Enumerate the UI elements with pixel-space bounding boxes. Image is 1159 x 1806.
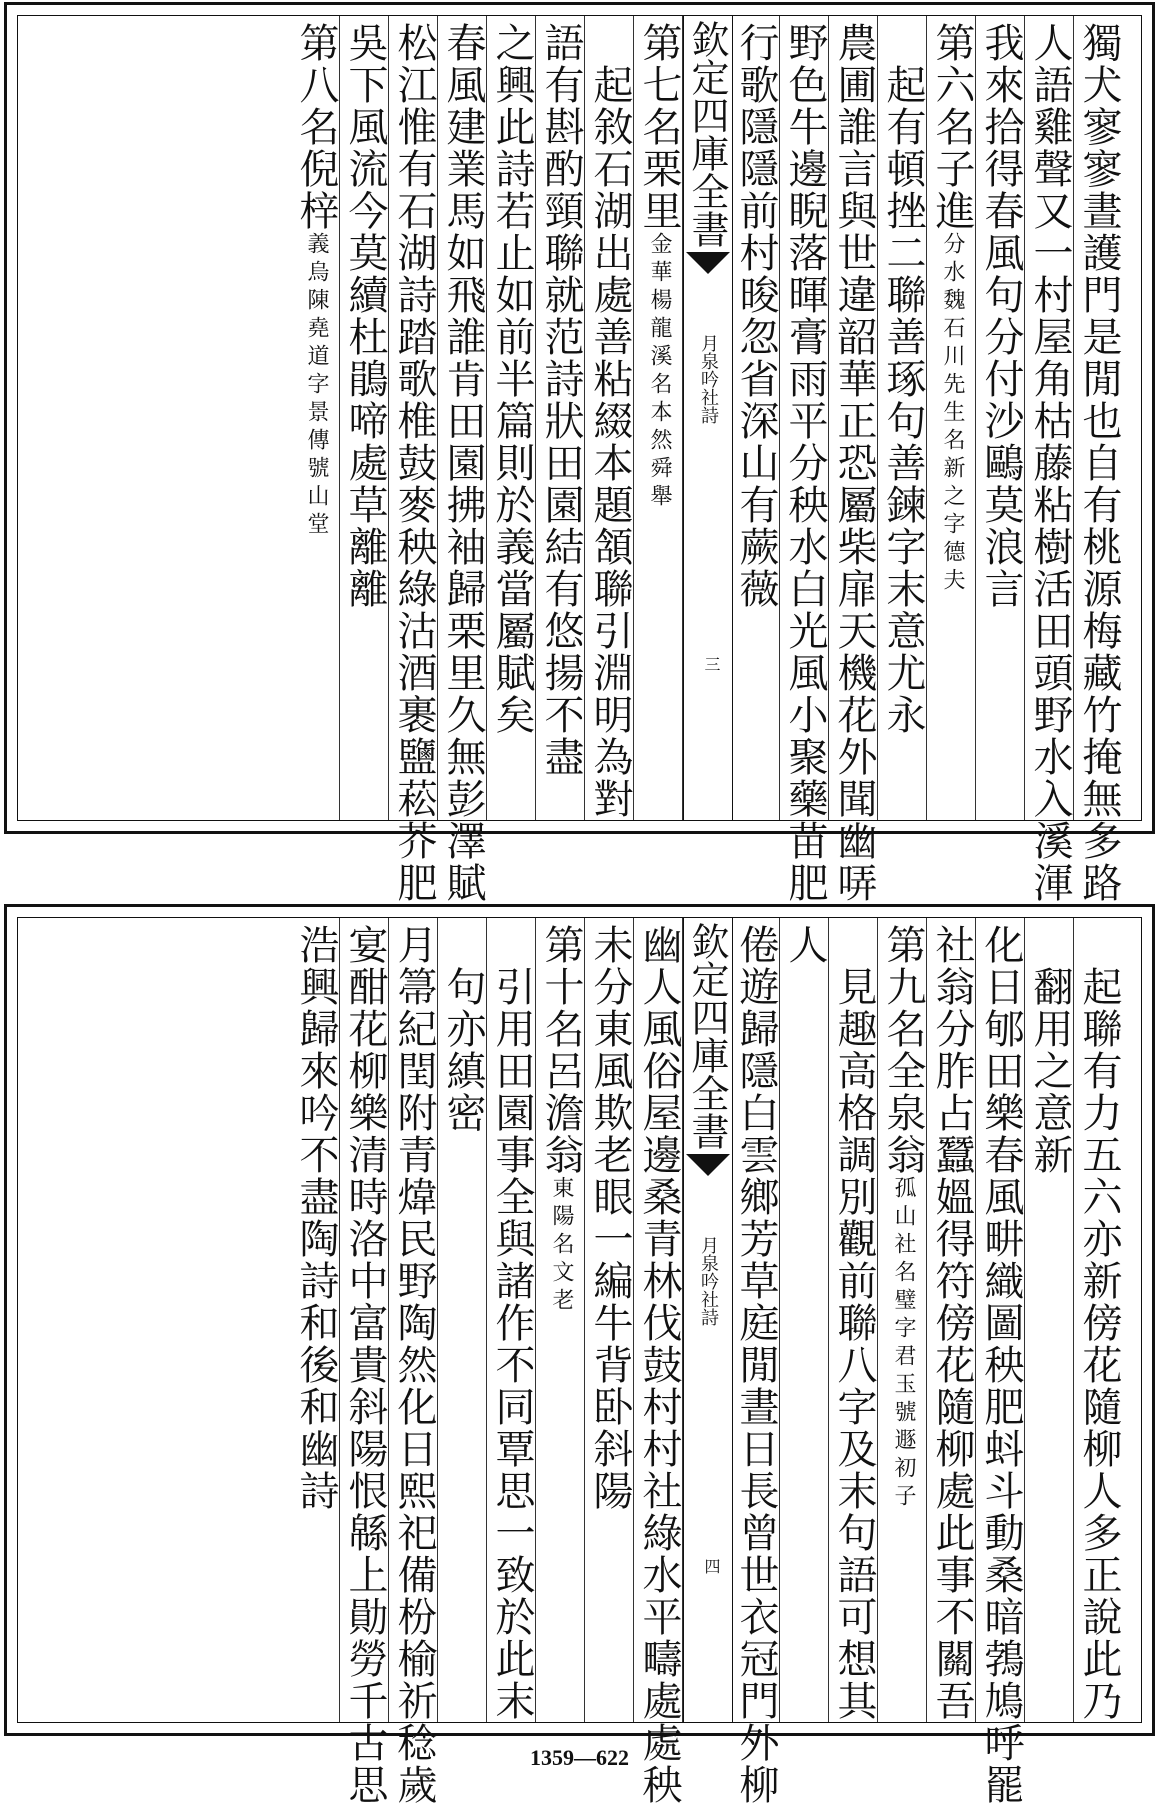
column-main-text: 幽人風俗屋邊桑青林伐鼓村村社綠水平疇處處秧 xyxy=(636,924,682,1806)
strip-subtitle: 月泉吟社詩 xyxy=(698,1236,719,1326)
column-text xyxy=(927,16,977,596)
column-main-text: 春風建業馬如飛誰肯田園拂袖歸栗里久無彭澤賦 xyxy=(440,22,486,904)
column-text xyxy=(878,918,928,1512)
center-fold-strip xyxy=(683,918,733,1722)
column-main-text: 人 xyxy=(782,924,828,966)
text-column xyxy=(780,918,829,1722)
column-text xyxy=(291,16,341,540)
text-column xyxy=(927,16,976,820)
column-text xyxy=(536,16,585,778)
column-text xyxy=(1074,16,1123,904)
column-text xyxy=(389,918,438,1806)
column-text xyxy=(731,16,780,610)
strip-title: 欽定四庫全書 xyxy=(685,20,729,248)
column-main-text: 之興此詩若止如前半篇則於義當屬賦矣 xyxy=(489,22,535,736)
column-main-text: 起有頓挫二聯善琢句善鍊字末意尤永 xyxy=(880,22,926,736)
column-main-text: 農圃誰言與世違韶華正恐屬柴扉天機花外聞幽哢 xyxy=(831,22,877,904)
text-column xyxy=(291,16,340,820)
column-main-text: 引用田園事全與諸作不同覃思一致於此末 xyxy=(489,924,535,1722)
column-main-text: 第六名子進 xyxy=(929,22,975,232)
column-main-text: 未分東風欺老眼一編牛背卧斜陽 xyxy=(587,924,633,1512)
fishtail-mark-icon xyxy=(686,252,730,274)
column-text xyxy=(1074,918,1123,1722)
text-column xyxy=(927,918,976,1722)
strip-title: 欽定四庫全書 xyxy=(685,922,729,1150)
column-note: 孤山社名璧字君玉號遯初子 xyxy=(891,1176,916,1512)
column-note: 義烏陳堯道字景傳號山堂 xyxy=(304,232,329,540)
column-main-text: 見趣高格調別觀前聯八字及末句語可想其 xyxy=(831,924,877,1722)
column-main-text: 宴酣花柳樂清時洛中富貴斜陽恨緜上勛勞千古思 xyxy=(342,924,388,1806)
page-number-footer: 1359—622 xyxy=(530,1745,629,1770)
column-main-text: 起聯有力五六亦新傍花隨柳人多正說此乃 xyxy=(1076,924,1122,1722)
column-text xyxy=(438,918,487,1134)
column-text xyxy=(634,16,684,512)
strip-page-number: 三 xyxy=(702,656,721,672)
text-column xyxy=(585,16,634,820)
column-text xyxy=(340,918,389,1806)
column-text xyxy=(1025,918,1074,1176)
column-main-text: 第八名倪梓 xyxy=(293,22,339,232)
top-page xyxy=(4,2,1155,904)
text-column xyxy=(1025,16,1074,904)
column-main-text: 第十名呂澹翁 xyxy=(538,924,584,1176)
text-column xyxy=(829,16,878,904)
column-text xyxy=(976,16,1025,610)
text-column xyxy=(1025,918,1074,1722)
column-text xyxy=(878,16,927,736)
text-column xyxy=(731,16,780,820)
column-main-text: 行歌隱隱前村晙忽省深山有蕨薇 xyxy=(733,22,779,610)
text-column xyxy=(634,16,683,820)
column-note: 分水魏石川先生名新之字德夫 xyxy=(940,232,965,596)
fishtail-mark-icon xyxy=(686,1154,730,1176)
column-text xyxy=(829,918,878,1722)
column-main-text: 野色牛邊睨落暉膏雨平分秧水白光風小聚藥苗肥 xyxy=(782,22,828,904)
column-text xyxy=(634,918,683,1806)
text-column xyxy=(340,16,389,820)
column-text xyxy=(927,918,976,1722)
column-main-text: 起敘石湖出處善粘綴本題頷聯引淵明為對 xyxy=(587,22,633,820)
column-main-text: 化日郇田樂春風畊織圖秧肥蚪斗動桑暗鵓鳩呼罷 xyxy=(978,924,1024,1806)
text-column xyxy=(340,918,389,1806)
column-text xyxy=(585,918,634,1512)
text-column xyxy=(536,918,585,1722)
column-text xyxy=(780,918,829,966)
column-text xyxy=(585,16,634,820)
column-text xyxy=(291,918,340,1512)
text-column xyxy=(389,918,438,1806)
text-column xyxy=(389,16,438,904)
center-fold-strip xyxy=(683,16,733,820)
strip-subtitle: 月泉吟社詩 xyxy=(698,334,719,424)
top-page-frame xyxy=(17,15,1142,904)
column-main-text: 吳下風流今莫續杜鵑啼處草離離 xyxy=(342,22,388,610)
column-text xyxy=(976,918,1025,1806)
column-main-text: 人語雞聲又一村屋角枯藤粘樹活田頭野水入溪渾 xyxy=(1027,22,1073,904)
column-main-text: 語有斟酌頸聯就范詩狀田園結有悠揚不盡 xyxy=(538,22,584,778)
column-main-text: 第七名栗里 xyxy=(636,22,682,232)
column-main-text: 松江惟有石湖詩踏歌椎鼓麥秧綠沽酒裹鹽菘芥肥 xyxy=(391,22,437,904)
column-text xyxy=(731,918,780,1806)
text-column xyxy=(438,918,487,1722)
column-main-text: 翻用之意新 xyxy=(1027,924,1073,1176)
strip-page-number: 四 xyxy=(702,1558,721,1574)
column-text xyxy=(780,16,829,904)
text-column xyxy=(585,918,634,1722)
text-column xyxy=(291,918,340,1722)
text-column xyxy=(976,16,1025,820)
text-column xyxy=(536,16,585,820)
column-main-text: 倦遊歸隱白雲鄉芳草庭閒晝日長曾世衣冠門外柳 xyxy=(733,924,779,1806)
column-main-text: 月箒紀閏附青煒民野陶然化日熙祀備枌榆祈稔歲 xyxy=(391,924,437,1806)
column-main-text: 獨犬寥寥晝護門是閒也自有桃源梅藏竹掩無多路 xyxy=(1076,22,1122,904)
text-column xyxy=(487,918,536,1722)
column-text xyxy=(487,918,536,1722)
column-text xyxy=(536,918,586,1316)
text-column xyxy=(976,918,1025,1806)
text-column xyxy=(1074,918,1123,1722)
column-main-text: 句亦縝密 xyxy=(440,924,486,1134)
text-column xyxy=(1074,16,1123,904)
column-main-text: 社翁分胙占蠶媼得符傍花隨柳處此事不關吾 xyxy=(929,924,975,1722)
column-main-text: 第九名全泉翁 xyxy=(880,924,926,1176)
text-column xyxy=(487,16,536,820)
text-column xyxy=(878,918,927,1722)
text-column xyxy=(780,16,829,904)
column-note: 金華楊龍溪名本然舜舉 xyxy=(647,232,672,512)
column-text xyxy=(438,16,487,904)
column-text xyxy=(829,16,878,904)
column-text xyxy=(389,16,438,904)
column-text xyxy=(487,16,536,736)
text-column xyxy=(878,16,927,820)
column-note: 東陽名文老 xyxy=(549,1176,574,1316)
text-column xyxy=(634,918,683,1806)
column-main-text: 我來拾得春風句分付沙鷗莫浪言 xyxy=(978,22,1024,610)
column-text xyxy=(1025,16,1074,904)
column-main-text: 浩興歸來吟不盡陶詩和後和幽詩 xyxy=(293,924,339,1512)
text-column xyxy=(438,16,487,904)
text-column xyxy=(829,918,878,1722)
column-text xyxy=(340,16,389,610)
text-column xyxy=(731,918,780,1806)
